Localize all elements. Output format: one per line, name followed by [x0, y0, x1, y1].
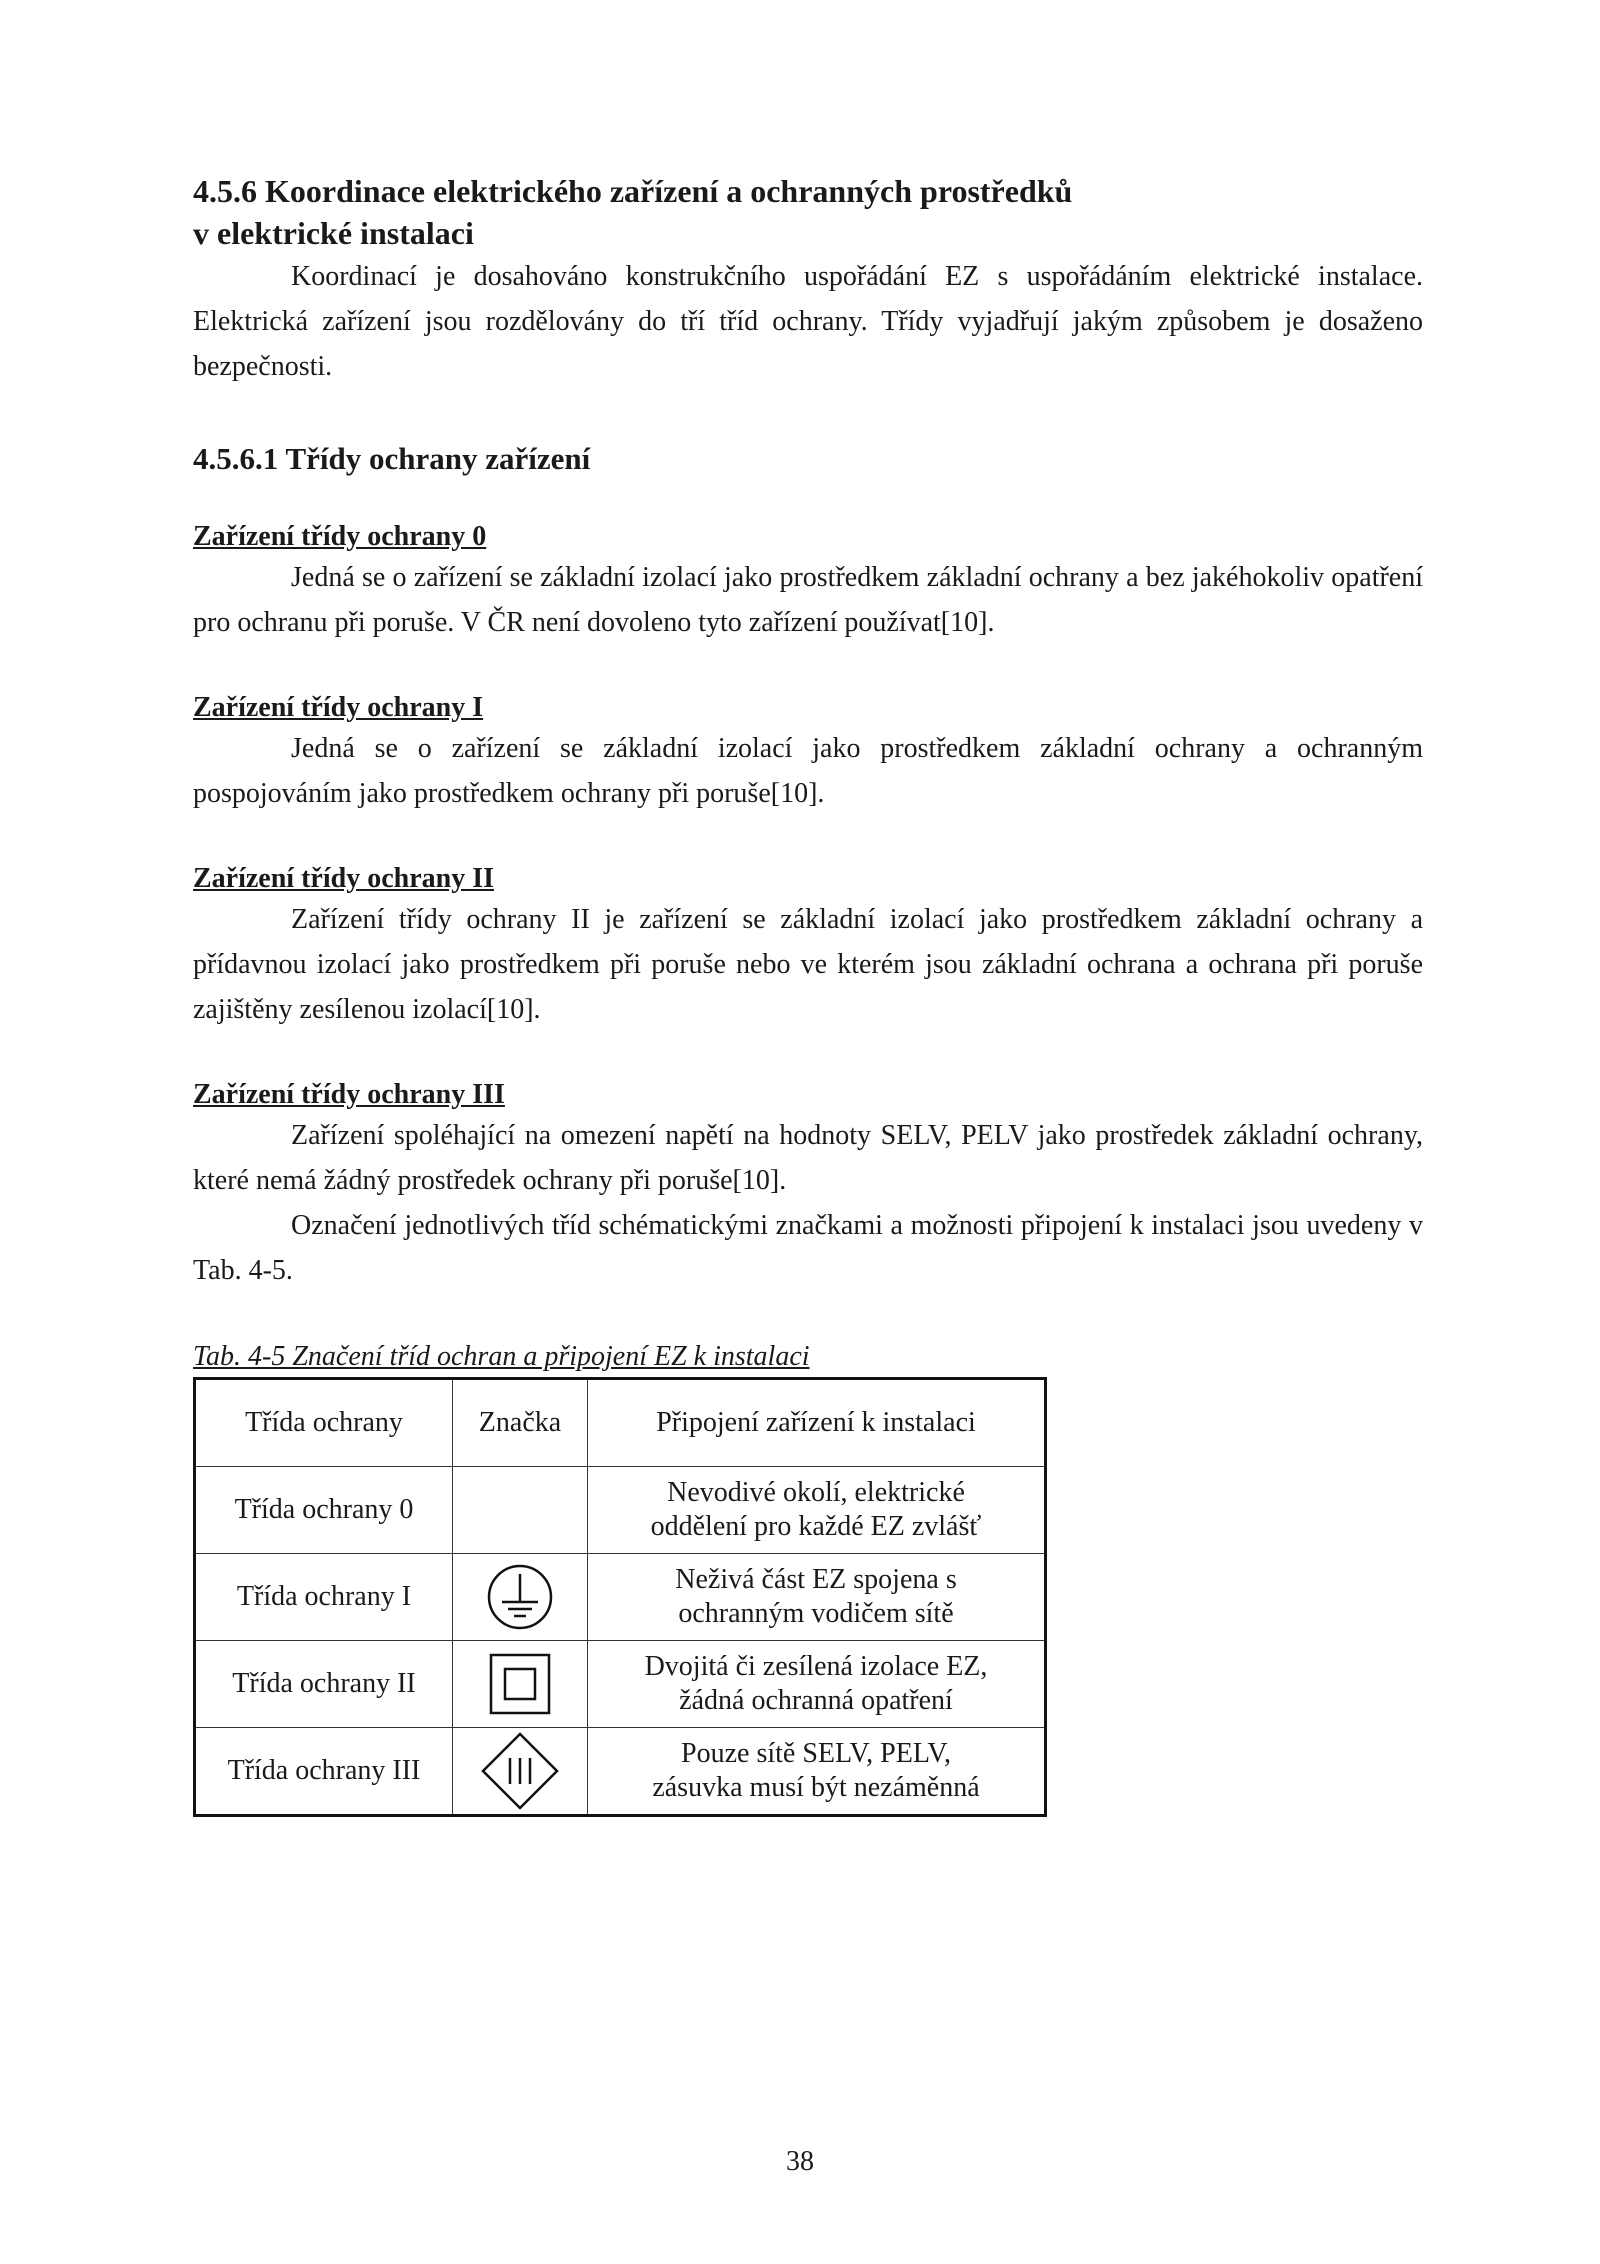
- row-connection: [588, 1467, 1046, 1554]
- row-symbol: [453, 1554, 588, 1641]
- class-2-text: Zařízení třídy ochrany II je zařízení se základní izolací jako prostředkem základní ochrany a přídavnou izolací jako prostředkem při poruše nebo ve kterém jsou základní ochrana a ochrana při poruše zajištěny zesílenou izolací[10].: [193, 904, 1423, 1025]
- header-symbol: Značka: [453, 1379, 588, 1467]
- section-title-line1: 4.5.6 Koordinace elektrického zařízení a ochranných prostředků: [193, 173, 1073, 209]
- row-class-name: Třída ochrany I: [195, 1554, 453, 1641]
- row-connection: [588, 1641, 1046, 1728]
- page-content: [193, 170, 1423, 1817]
- class-2-block: [193, 861, 1423, 1032]
- connection-line1: Pouze sítě SELV, PELV,: [681, 1738, 951, 1769]
- row-connection: [588, 1728, 1046, 1816]
- class-0-text: Jedná se o zařízení se základní izolací jako prostředkem základní ochrany a bez jakéhokoliv opatření pro ochranu při poruše. V ČR není dovoleno tyto zařízení používat[10].: [193, 562, 1423, 638]
- section-title: [193, 170, 1423, 254]
- row-class-name: Třída ochrany II: [195, 1641, 453, 1728]
- class-3-block: [193, 1077, 1423, 1203]
- class-3-text: Zařízení spoléhající na omezení napětí na hodnoty SELV, PELV jako prostředek základní ochrany, které nemá žádný prostředek ochrany při poruše[10].: [193, 1120, 1423, 1196]
- table-header-row: [195, 1379, 1046, 1467]
- page-number: 38: [786, 2146, 814, 2177]
- row-class-name: Třída ochrany 0: [195, 1467, 453, 1554]
- connection-line1: Nevodivé okolí, elektrické: [667, 1477, 965, 1508]
- subsection-title: 4.5.6.1 Třídy ochrany zařízení: [193, 441, 591, 476]
- connection-line1: Neživá část EZ spojena s: [675, 1564, 957, 1595]
- class-0-title: Zařízení třídy ochrany 0: [193, 521, 487, 552]
- table-row: [195, 1641, 1046, 1728]
- class-3-title: Zařízení třídy ochrany III: [193, 1079, 505, 1110]
- table-caption: Tab. 4-5 Značení tříd ochran a připojení EZ k instalaci: [193, 1341, 810, 1372]
- connection-line2: ochranným vodičem sítě: [678, 1598, 954, 1629]
- protective-earth-icon: [485, 1562, 555, 1632]
- connection-line2: oddělení pro každé EZ zvlášť: [650, 1511, 982, 1542]
- intro-paragraph: Koordinací je dosahováno konstrukčního uspořádání EZ s uspořádáním elektrické instalace. Elektrická zařízení jsou rozdělovány do tří tříd ochrany. Třídy vyjadřují jakým způsobem je dosaženo bezpečnosti.: [193, 261, 1423, 382]
- class-1-block: [193, 690, 1423, 816]
- class-1-text: Jedná se o zařízení se základní izolací jako prostředkem základní ochrany a ochranným pospojováním jako prostředkem ochrany při poruše[10].: [193, 733, 1423, 809]
- table-row: [195, 1554, 1046, 1641]
- closing-paragraph: Označení jednotlivých tříd schématickými značkami a možnosti připojení k instalaci jsou uvedeny v Tab. 4-5.: [193, 1210, 1423, 1286]
- header-connection: Připojení zařízení k instalaci: [588, 1379, 1046, 1467]
- selv-diamond-icon: [480, 1731, 560, 1811]
- header-class: Třída ochrany: [195, 1379, 453, 1467]
- connection-line1: Dvojitá či zesílená izolace EZ,: [644, 1651, 988, 1682]
- table-row: [195, 1467, 1046, 1554]
- section-title-line2: v elektrické instalaci: [193, 215, 474, 251]
- row-symbol: [453, 1641, 588, 1728]
- row-connection: [588, 1554, 1046, 1641]
- row-class-name: Třída ochrany III: [195, 1728, 453, 1816]
- connection-line2: zásuvka musí být nezáměnná: [652, 1772, 980, 1803]
- row-symbol: [453, 1728, 588, 1816]
- class-1-title: Zařízení třídy ochrany I: [193, 692, 484, 723]
- class-0-block: [193, 519, 1423, 645]
- connection-line2: žádná ochranná opatření: [679, 1685, 953, 1716]
- class-2-title: Zařízení třídy ochrany II: [193, 863, 494, 894]
- double-insulation-icon: [488, 1652, 552, 1716]
- row-symbol-empty: [453, 1467, 588, 1554]
- table-row: [195, 1728, 1046, 1816]
- protection-class-table: [193, 1377, 1047, 1817]
